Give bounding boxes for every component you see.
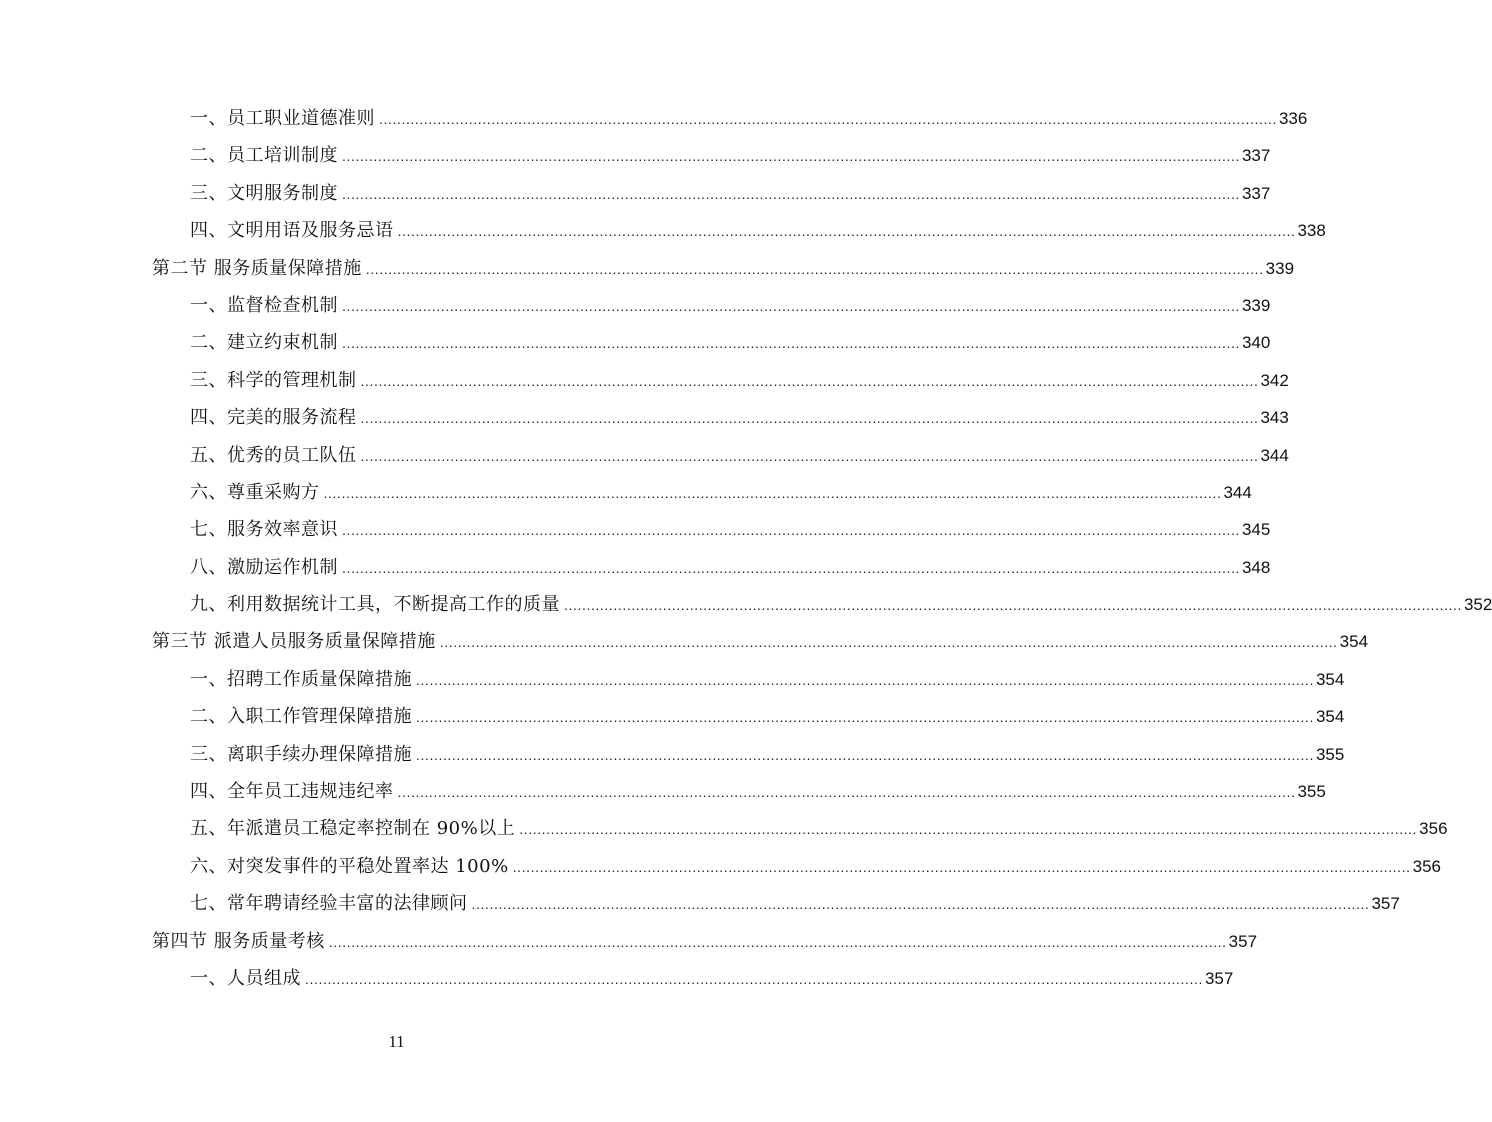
toc-entry-page: 339 — [1241, 295, 1271, 315]
toc-entry-page: 355 — [1315, 744, 1345, 764]
toc-dot-leader: ........................................................................................................................................................................................................ — [305, 970, 1203, 987]
toc-entry-title: 六、尊重采购方 — [190, 481, 320, 503]
toc-dot-leader: ........................................................................................................................................................................................................ — [564, 597, 1462, 614]
toc-entry-title: 四、全年员工违规违纪率 — [190, 781, 394, 803]
toc-entry[interactable] — [0, 287, 1271, 324]
toc-entry-page: 344 — [1260, 445, 1289, 465]
toc-entry[interactable] — [0, 960, 1234, 997]
toc-entry-page: 337 — [1241, 146, 1271, 166]
toc-dot-leader: ........................................................................................................................................................................................................ — [342, 522, 1240, 539]
toc-entry-page: 344 — [1223, 482, 1252, 502]
toc-dot-leader: ........................................................................................................................................................................................................ — [328, 933, 1227, 950]
toc-entry-title: 四、完美的服务流程 — [190, 407, 357, 429]
toc-entry-title: 三、科学的管理机制 — [190, 369, 357, 391]
toc-entry[interactable] — [0, 885, 1400, 922]
toc-dot-leader: ........................................................................................................................................................................................................ — [397, 784, 1296, 801]
toc-entry-title: 一、人员组成 — [190, 967, 301, 989]
toc-dot-leader: ........................................................................................................................................................................................................ — [360, 410, 1259, 427]
toc-entry[interactable] — [0, 773, 1326, 810]
toc-entry-page: 356 — [1412, 856, 1441, 876]
toc-entry-title: 三、离职手续办理保障措施 — [190, 743, 412, 765]
toc-entry[interactable] — [0, 698, 1345, 735]
toc-entry-title: 二、建立约束机制 — [190, 332, 338, 354]
toc-entry-title: 二、入职工作管理保障措施 — [190, 706, 412, 728]
toc-entry-title: 一、员工职业道德准则 — [190, 108, 375, 129]
toc-entry-page: 336 — [1278, 109, 1308, 128]
toc-entry-page: 342 — [1260, 370, 1289, 390]
toc-entry-page: 354 — [1315, 707, 1345, 727]
toc-entry-title: 一、监督检查机制 — [190, 294, 338, 316]
toc-entry-title: 第四节 服务质量考核 — [152, 930, 325, 952]
toc-entry[interactable] — [0, 474, 1252, 511]
table-of-contents — [0, 100, 1492, 997]
toc-entry-page: 339 — [1265, 258, 1295, 278]
toc-entry[interactable] — [0, 810, 1448, 847]
toc-section-entry[interactable] — [0, 923, 1258, 960]
toc-dot-leader: ........................................................................................................................................................................................................ — [416, 671, 1314, 688]
toc-entry-page: 352 — [1463, 595, 1492, 615]
toc-dot-leader: ........................................................................................................................................................................................................ — [439, 634, 1338, 651]
toc-entry[interactable] — [0, 362, 1289, 399]
toc-dot-leader: ........................................................................................................................................................................................................ — [342, 297, 1240, 314]
toc-dot-leader: ........................................................................................................................................................................................................ — [379, 111, 1277, 127]
toc-dot-leader: ........................................................................................................................................................................................................ — [397, 223, 1296, 240]
toc-entry[interactable] — [0, 736, 1345, 773]
toc-entry[interactable] — [0, 399, 1289, 436]
toc-entry-page: 357 — [1371, 894, 1400, 914]
toc-entry[interactable] — [0, 511, 1271, 548]
toc-entry-title: 四、文明用语及服务忌语 — [190, 220, 394, 242]
toc-entry-title: 七、服务效率意识 — [190, 519, 338, 541]
toc-dot-leader: ........................................................................................................................................................................................................ — [342, 559, 1240, 576]
toc-entry-title: 第二节 服务质量保障措施 — [152, 257, 362, 279]
toc-entry[interactable] — [0, 661, 1345, 698]
toc-entry[interactable] — [0, 212, 1326, 249]
toc-entry-page: 354 — [1339, 632, 1369, 652]
toc-dot-leader: ........................................................................................................................................................................................................ — [519, 821, 1418, 838]
toc-entry-title: 六、对突发事件的平稳处置率达 100% — [190, 855, 509, 877]
toc-entry[interactable] — [0, 848, 1441, 885]
toc-entry-page: 343 — [1260, 408, 1289, 428]
toc-dot-leader: ........................................................................................................................................................................................................ — [416, 709, 1314, 726]
toc-entry-page: 355 — [1297, 782, 1326, 802]
toc-dot-leader: ........................................................................................................................................................................................................ — [365, 260, 1264, 277]
toc-dot-leader: ........................................................................................................................................................................................................ — [512, 858, 1411, 875]
toc-entry[interactable] — [0, 549, 1271, 586]
toc-entry-title: 五、优秀的员工队伍 — [190, 444, 357, 466]
toc-entry-title: 二、员工培训制度 — [190, 145, 338, 167]
toc-entry-page: 337 — [1241, 183, 1271, 203]
toc-section-entry[interactable] — [0, 623, 1369, 660]
toc-entry[interactable] — [0, 324, 1271, 361]
toc-entry-page: 357 — [1228, 931, 1258, 951]
toc-dot-leader: ........................................................................................................................................................................................................ — [323, 484, 1222, 501]
toc-dot-leader: ........................................................................................................................................................................................................ — [360, 447, 1259, 464]
toc-entry[interactable] — [0, 437, 1289, 474]
toc-entry-title: 八、激励运作机制 — [190, 556, 338, 578]
toc-entry-page: 338 — [1297, 221, 1326, 241]
toc-entry-page: 340 — [1241, 333, 1271, 353]
toc-entry-title: 七、常年聘请经验丰富的法律顾问 — [190, 893, 468, 915]
toc-dot-leader: ........................................................................................................................................................................................................ — [471, 896, 1370, 913]
toc-entry[interactable] — [0, 137, 1271, 174]
toc-dot-leader: ........................................................................................................................................................................................................ — [342, 185, 1240, 202]
toc-entry-page: 348 — [1241, 557, 1271, 577]
page-number: 11 — [388, 1032, 405, 1051]
toc-dot-leader: ........................................................................................................................................................................................................ — [342, 148, 1240, 165]
toc-entry-title: 九、利用数据统计工具，不断提高工作的质量 — [190, 594, 560, 616]
toc-entry-title: 三、文明服务制度 — [190, 182, 338, 204]
toc-entry-page: 354 — [1315, 669, 1345, 689]
toc-dot-leader: ........................................................................................................................................................................................................ — [416, 746, 1314, 763]
toc-entry-title: 第三节 派遣人员服务质量保障措施 — [152, 631, 436, 653]
toc-dot-leader: ........................................................................................................................................................................................................ — [342, 335, 1240, 352]
toc-entry-page: 356 — [1419, 819, 1448, 839]
toc-entry[interactable] — [0, 586, 1492, 623]
toc-entry-page: 345 — [1241, 520, 1271, 540]
toc-entry[interactable] — [0, 100, 1308, 137]
toc-entry-page: 357 — [1204, 968, 1234, 988]
toc-dot-leader: ........................................................................................................................................................................................................ — [360, 372, 1259, 389]
toc-entry-title: 一、招聘工作质量保障措施 — [190, 668, 412, 690]
toc-entry[interactable] — [0, 175, 1271, 212]
toc-entry-title: 五、年派遣员工稳定率控制在 90%以上 — [190, 818, 516, 840]
toc-section-entry[interactable] — [0, 250, 1295, 287]
